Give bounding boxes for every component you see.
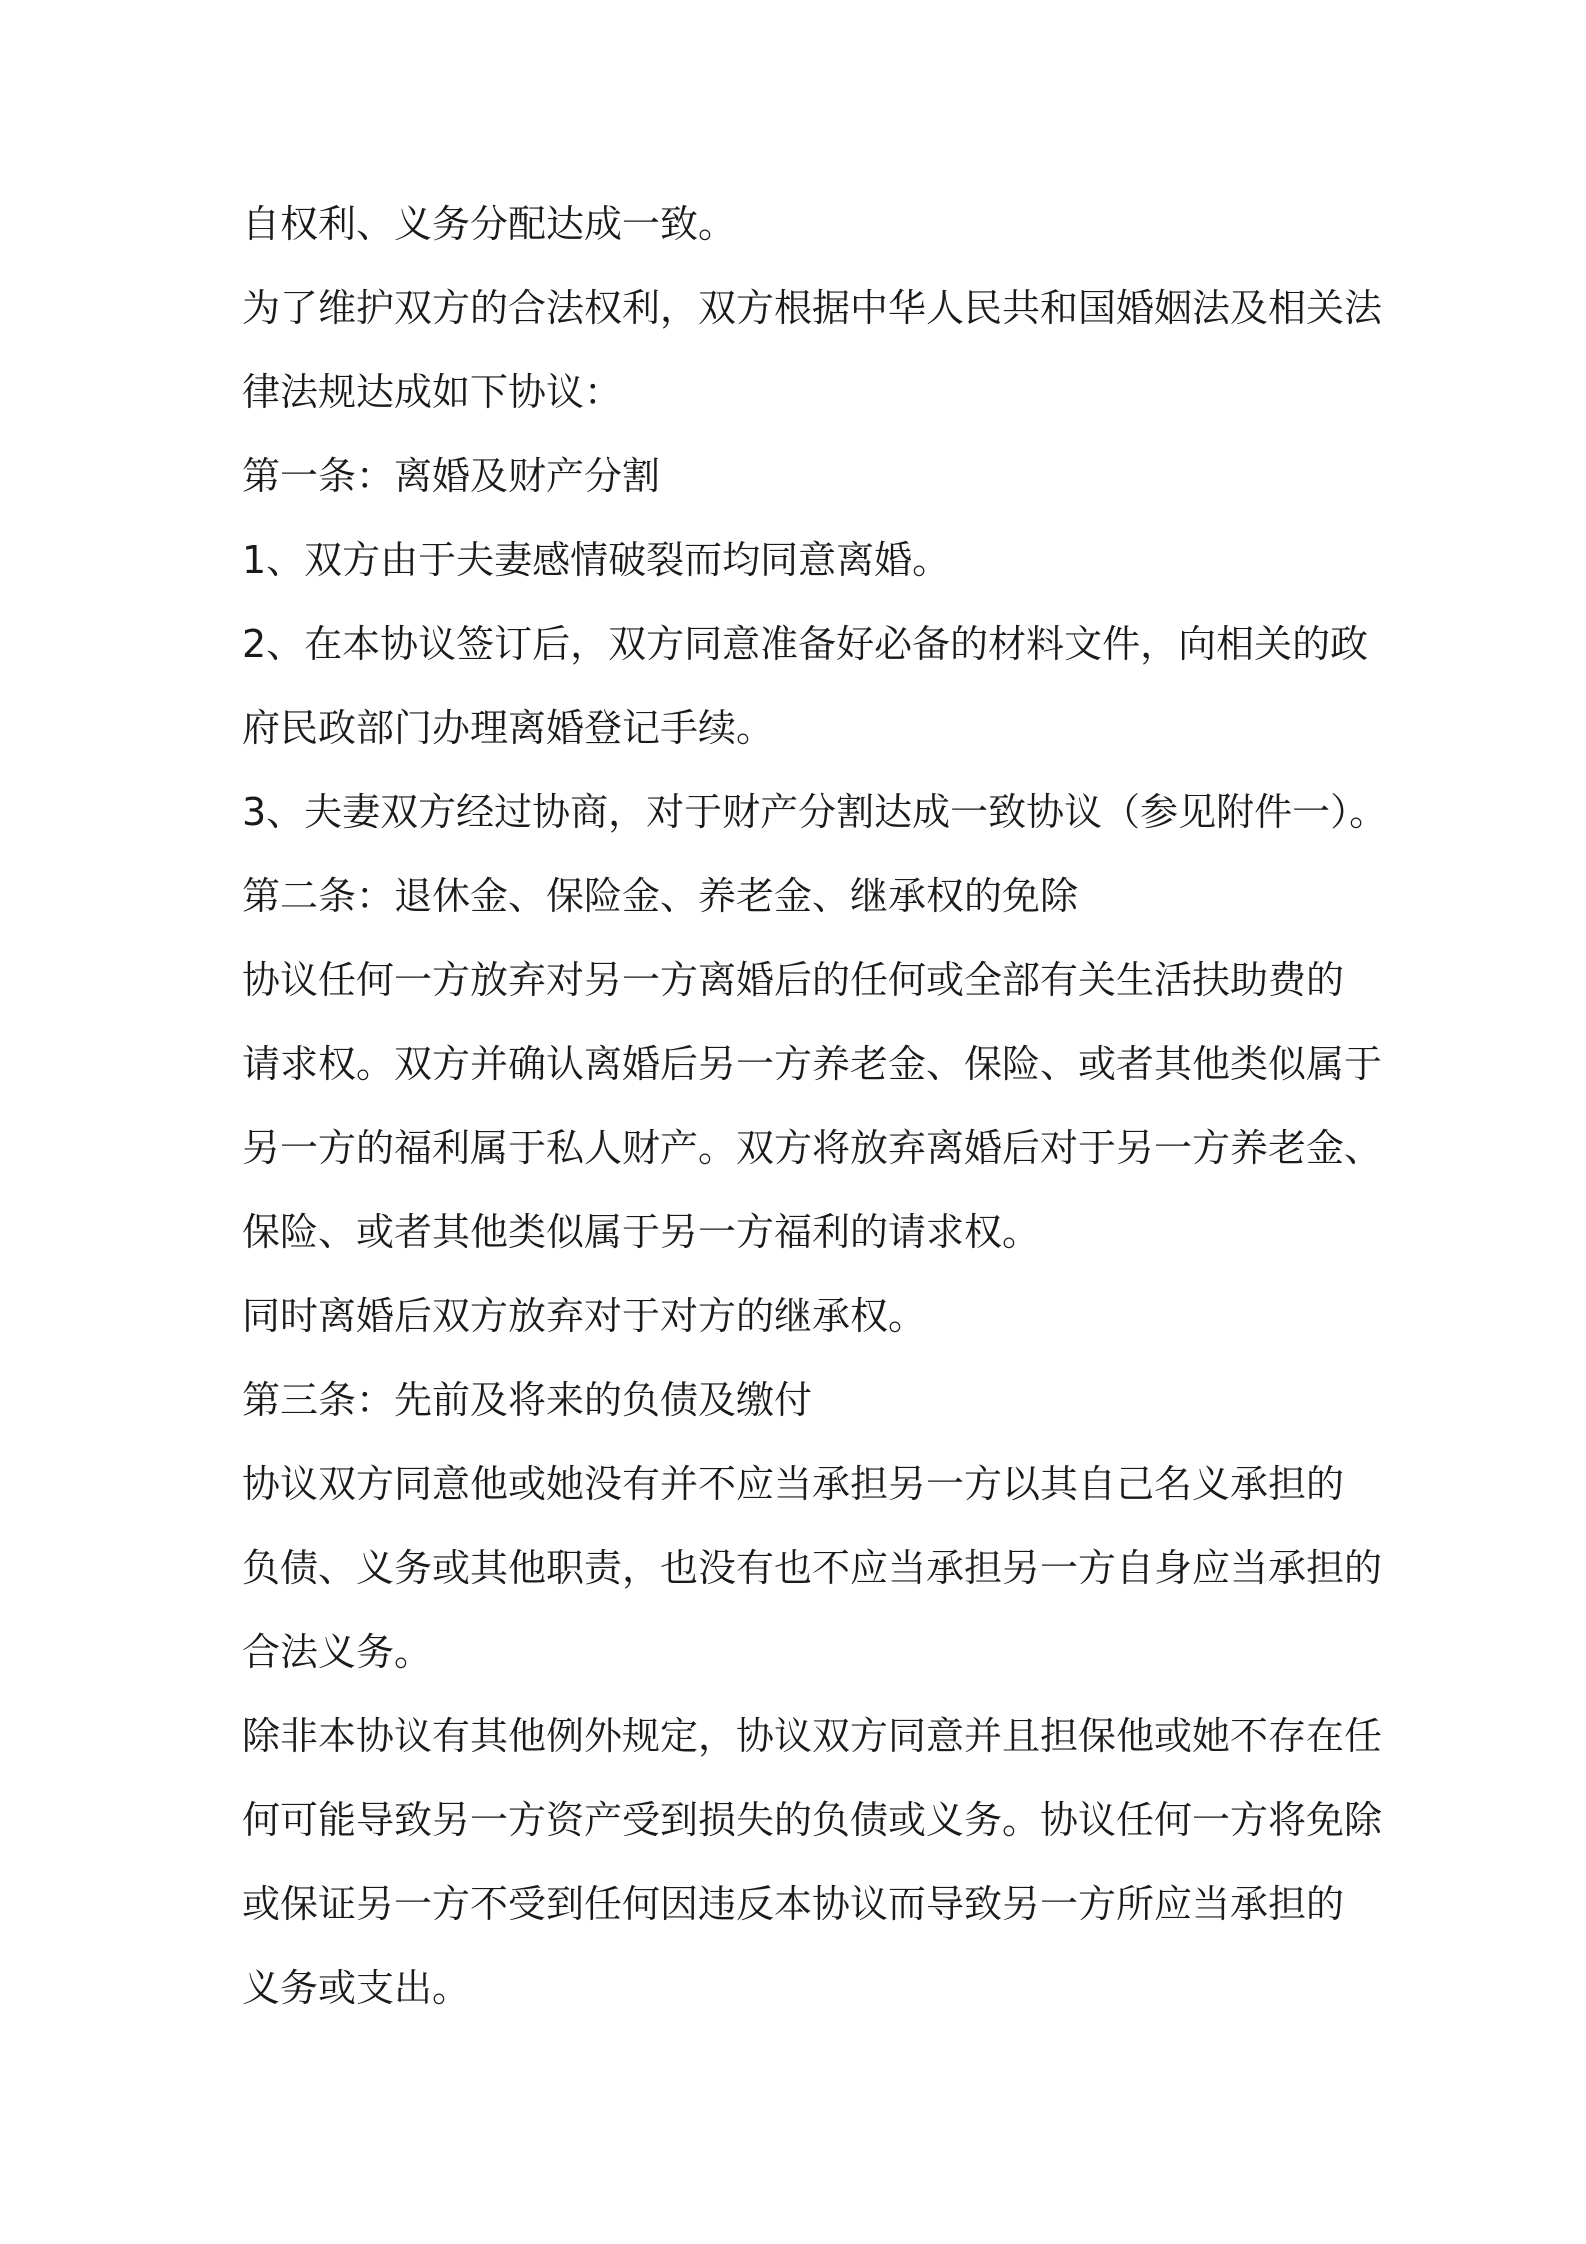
text-line: 除非本协议有其他例外规定，协议双方同意并且担保他或她不存在任 [242, 1714, 1383, 1758]
text-line: 协议任何一方放弃对另一方离婚后的任何或全部有关生活扶助费的 [242, 958, 1345, 1002]
text-line: 或保证另一方不受到任何因违反本协议而导致另一方所应当承担的 [242, 1882, 1345, 1926]
text-line: 另一方的福利属于私人财产。双方将放弃离婚后对于另一方养老金、 [242, 1126, 1383, 1170]
text-line: 义务或支出。 [242, 1966, 471, 2010]
text-line: 2、在本协议签订后，双方同意准备好必备的材料文件，向相关的政 [242, 622, 1369, 666]
text-line: 请求权。双方并确认离婚后另一方养老金、保险、或者其他类似属于 [242, 1042, 1383, 1086]
article-heading: 第二条：退休金、保险金、养老金、继承权的免除 [242, 874, 1079, 918]
text-line: 负债、义务或其他职责，也没有也不应当承担另一方自身应当承担的 [242, 1546, 1383, 1590]
text-line: 合法义务。 [242, 1630, 433, 1674]
article-heading: 第一条：离婚及财产分割 [242, 454, 661, 498]
text-line: 保险、或者其他类似属于另一方福利的请求权。 [242, 1210, 1041, 1254]
text-line: 3、夫妻双方经过协商，对于财产分割达成一致协议（参见附件一）。 [242, 790, 1388, 834]
text-line: 何可能导致另一方资产受到损失的负债或义务。协议任何一方将免除 [242, 1798, 1383, 1842]
text-line: 为了维护双方的合法权利，双方根据中华人民共和国婚姻法及相关法 [242, 286, 1383, 330]
article-heading: 第三条：先前及将来的负债及缴付 [242, 1378, 813, 1422]
text-line: 府民政部门办理离婚登记手续。 [242, 706, 775, 750]
text-line: 自权利、义务分配达成一致。 [242, 202, 737, 246]
text-line: 协议双方同意他或她没有并不应当承担另一方以其自己名义承担的 [242, 1462, 1345, 1506]
text-line: 同时离婚后双方放弃对于对方的继承权。 [242, 1294, 927, 1338]
text-line: 1、双方由于夫妻感情破裂而均同意离婚。 [242, 538, 951, 582]
text-line: 律法规达成如下协议： [242, 370, 623, 414]
